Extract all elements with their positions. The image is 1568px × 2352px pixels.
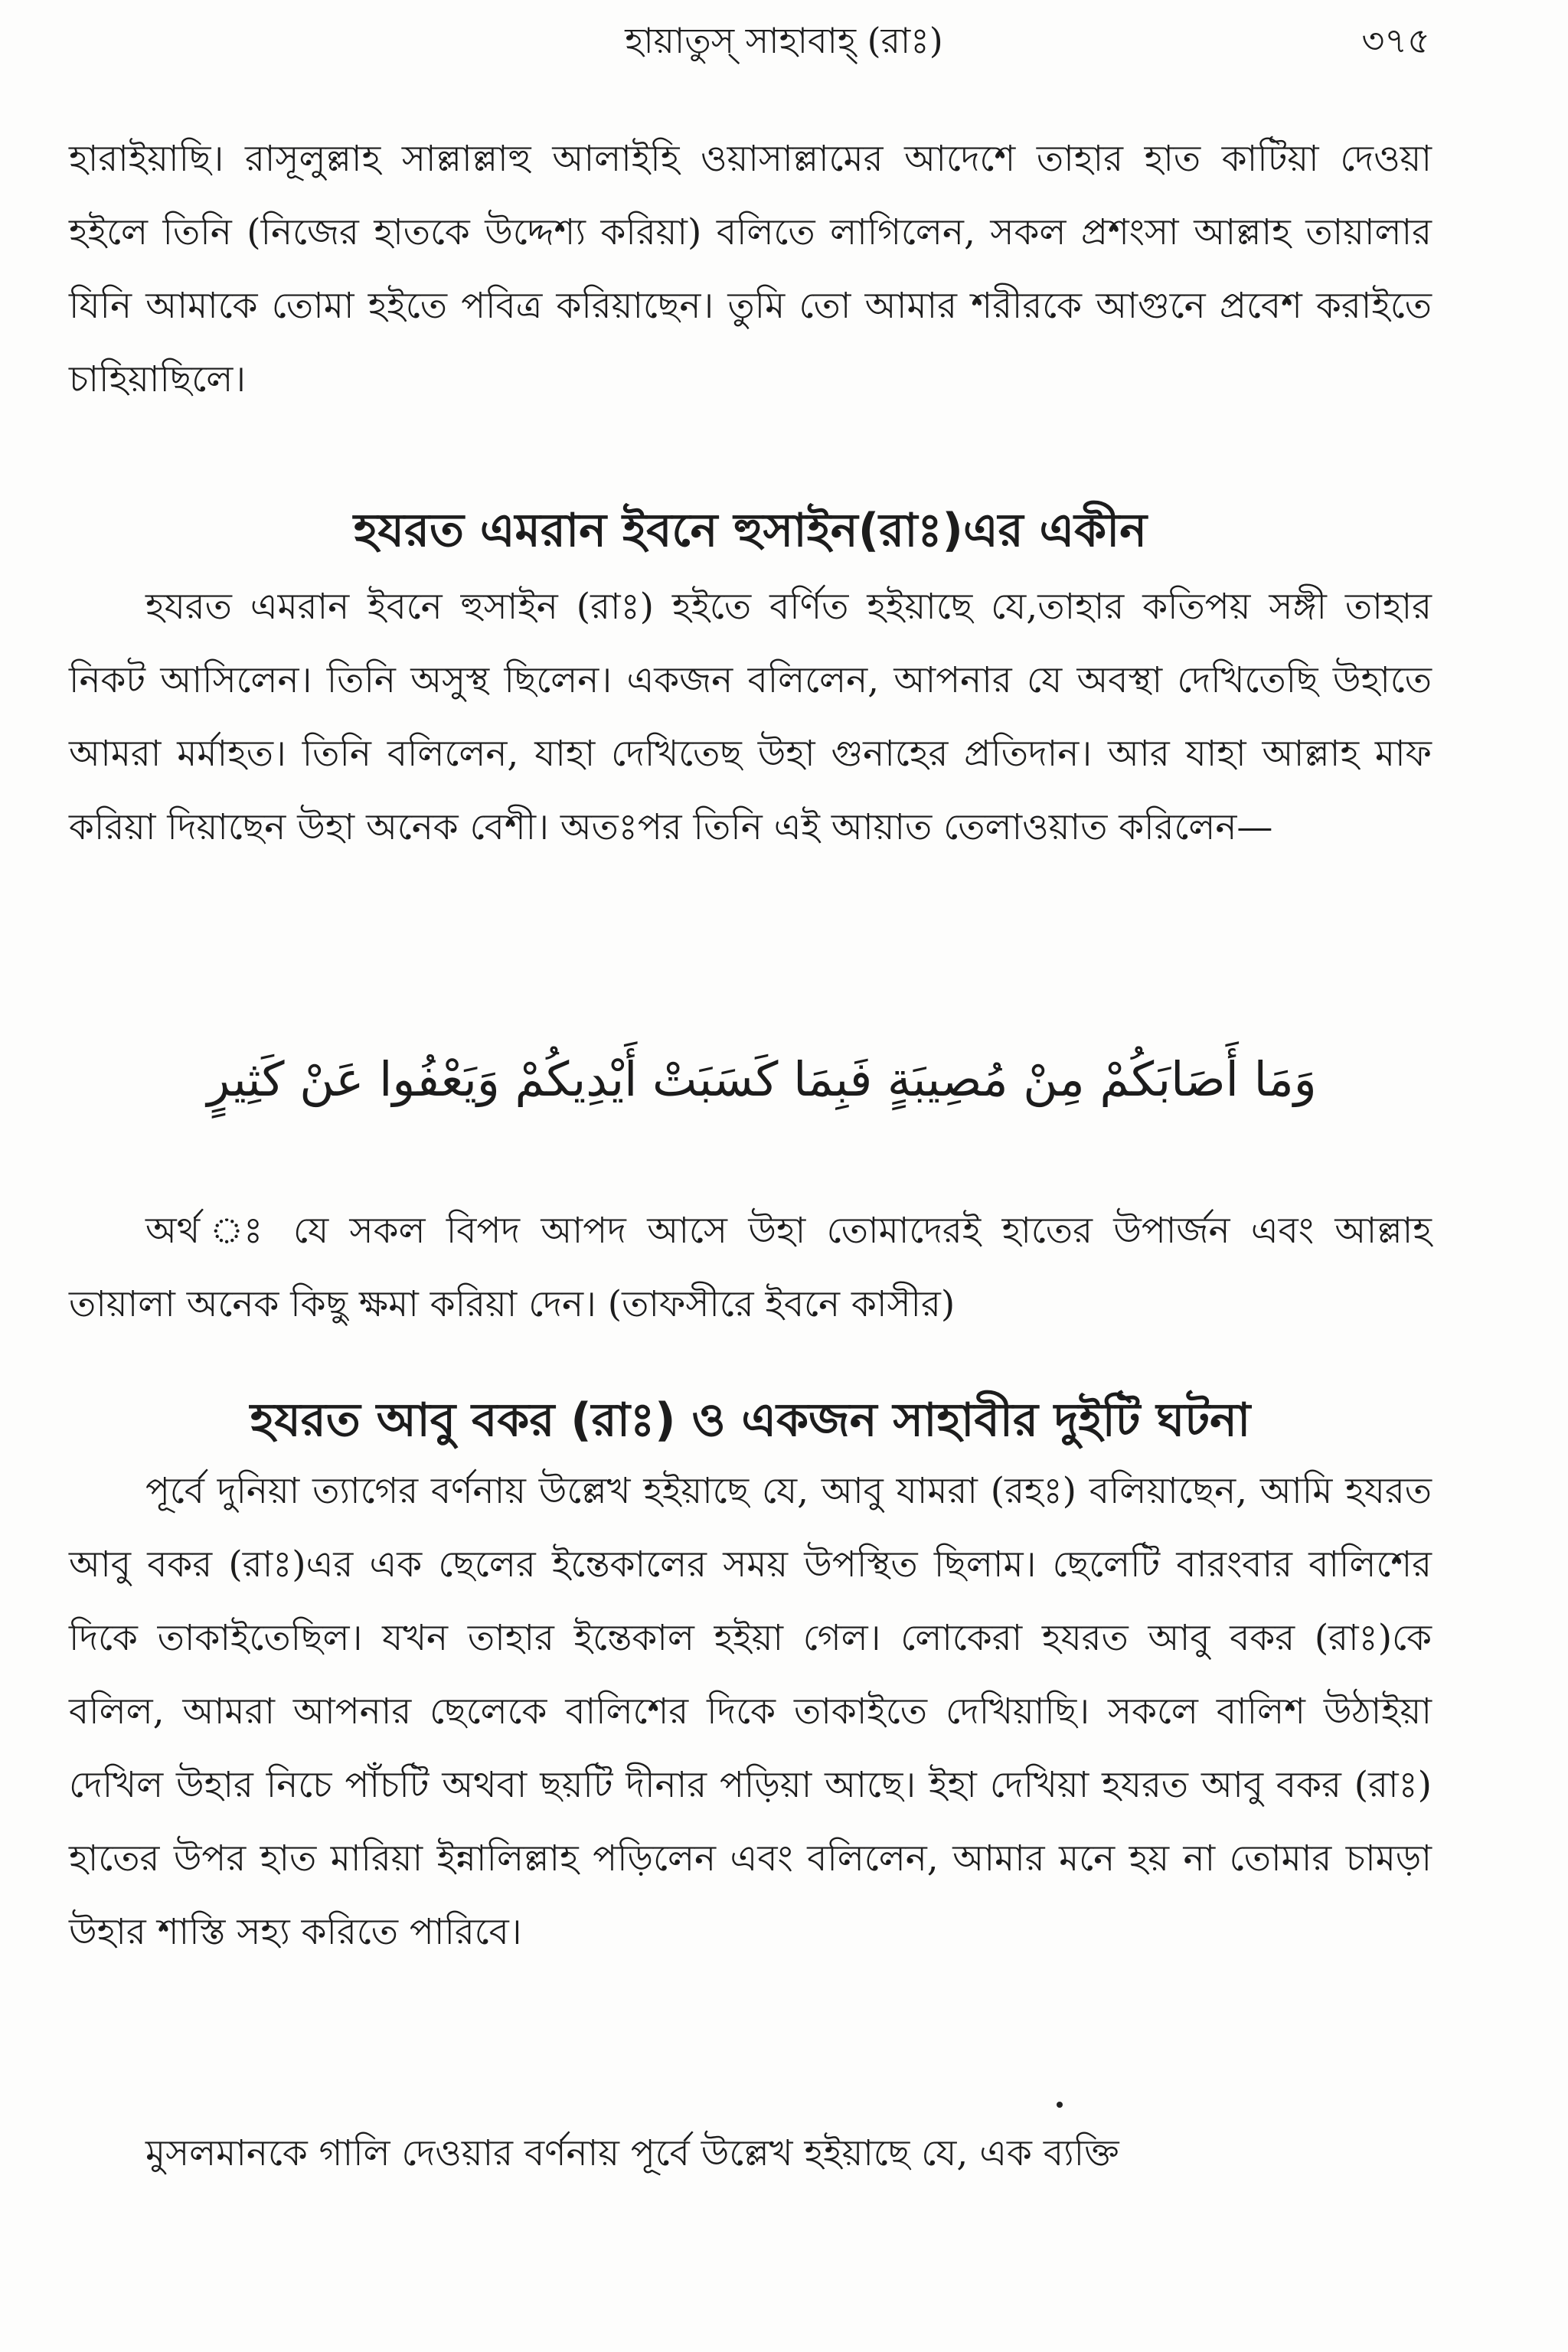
arabic-verse: وَمَا أَصَابَكُمْ مِنْ مُصِيبَةٍ فَبِمَا كَسَبَتْ أَيْدِيكُمْ وَيَعْفُوا عَنْ كَثِيرٍ <box>207 1051 1317 1107</box>
section-heading-abu-bakr: হযরত আবু বকর (রাঃ) ও একজন সাহাবীর দুইটি ঘটনা <box>250 1393 1251 1447</box>
paragraph-continuation: মুসলমানকে গালি দেওয়ার বর্ণনায় পূর্বে উল্লেখ হইয়াছে যে, এক ব্যক্তি <box>145 2132 1119 2174</box>
running-title: হায়াতুস্ সাহাবাহ্ (রাঃ) <box>625 20 943 61</box>
paragraph-imran: হযরত এমরান ইবনে হুসাইন (রাঃ) হইতে বর্ণিত হইয়াছে যে,তাহার কতিপয় সঙ্গী তাহার নিকট আসিলেন। তিনি অসুস্থ ছিলেন। একজন বলিলেন, আপনার যে অবস্থা দেখিতেছি উহাতে আমরা মর্মাহত। তিনি বলিলেন, যাহা দেখিতেছ উহা গুনাহের প্রতিদান। আর যাহা আল্লাহ মাফ করিয়া দিয়াছেন উহা অনেক বেশী। অতঃপর তিনি এই আয়াত তেলাওয়াত করিলেন— <box>69 586 1432 848</box>
intro-paragraph: হারাইয়াছি। রাসূলুল্লাহ সাল্লাল্লাহু আলাইহি ওয়াসাল্লামের আদেশে তাহার হাত কাটিয়া দেওয়া হইলে তিনি (নিজের হাতকে উদ্দেশ্য করিয়া) বলিতে লাগিলেন, সকল প্রশংসা আল্লাহ তায়ালার যিনি আমাকে তোমা হইতে পবিত্র করিয়াছেন। তুমি তো আমার শরীরকে আগুনে প্রবেশ করাইতে চাহিয়াছিলে। <box>69 138 1432 400</box>
ink-dot <box>1057 2102 1063 2108</box>
verse-translation: অর্থ ঃ যে সকল বিপদ আপদ আসে উহা তোমাদেরই হাতের উপার্জন এবং আল্লাহ তায়ালা অনেক কিছু ক্ষমা করিয়া দেন। (তাফসীরে ইবনে কাসীর) <box>69 1210 1432 1325</box>
running-header <box>0 14 1568 67</box>
paragraph-abu-bakr: পূর্বে দুনিয়া ত্যাগের বর্ণনায় উল্লেখ হইয়াছে যে, আবু যামরা (রহঃ) বলিয়াছেন, আমি হযরত আবু বকর (রাঃ)এর এক ছেলের ইন্তেকালের সময় উপস্থিত ছিলাম। ছেলেটি বারংবার বালিশের দিকে তাকাইতেছিল। যখন তাহার ইন্তেকাল হইয়া গেল। লোকেরা হযরত আবু বকর (রাঃ)কে বলিল, আমরা আপনার ছেলেকে বালিশের দিকে তাকাইতে দেখিয়াছি। সকলে বালিশ উঠাইয়া দেখিল উহার নিচে পাঁচটি অথবা ছয়টি দীনার পড়িয়া আছে। ইহা দেখিয়া হযরত আবু বকর (রাঃ) হাতের উপর হাত মারিয়া ইন্নালিল্লাহ পড়িলেন এবং বলিলেন, আমার মনে হয় না তোমার চামড়া উহার শাস্তি সহ্য করিতে পারিবে। <box>69 1470 1432 1953</box>
section-heading-imran: হযরত এমরান ইবনে হুসাইন(রাঃ)এর একীন <box>353 504 1148 557</box>
page-number: ৩৭৫ <box>1361 20 1430 61</box>
